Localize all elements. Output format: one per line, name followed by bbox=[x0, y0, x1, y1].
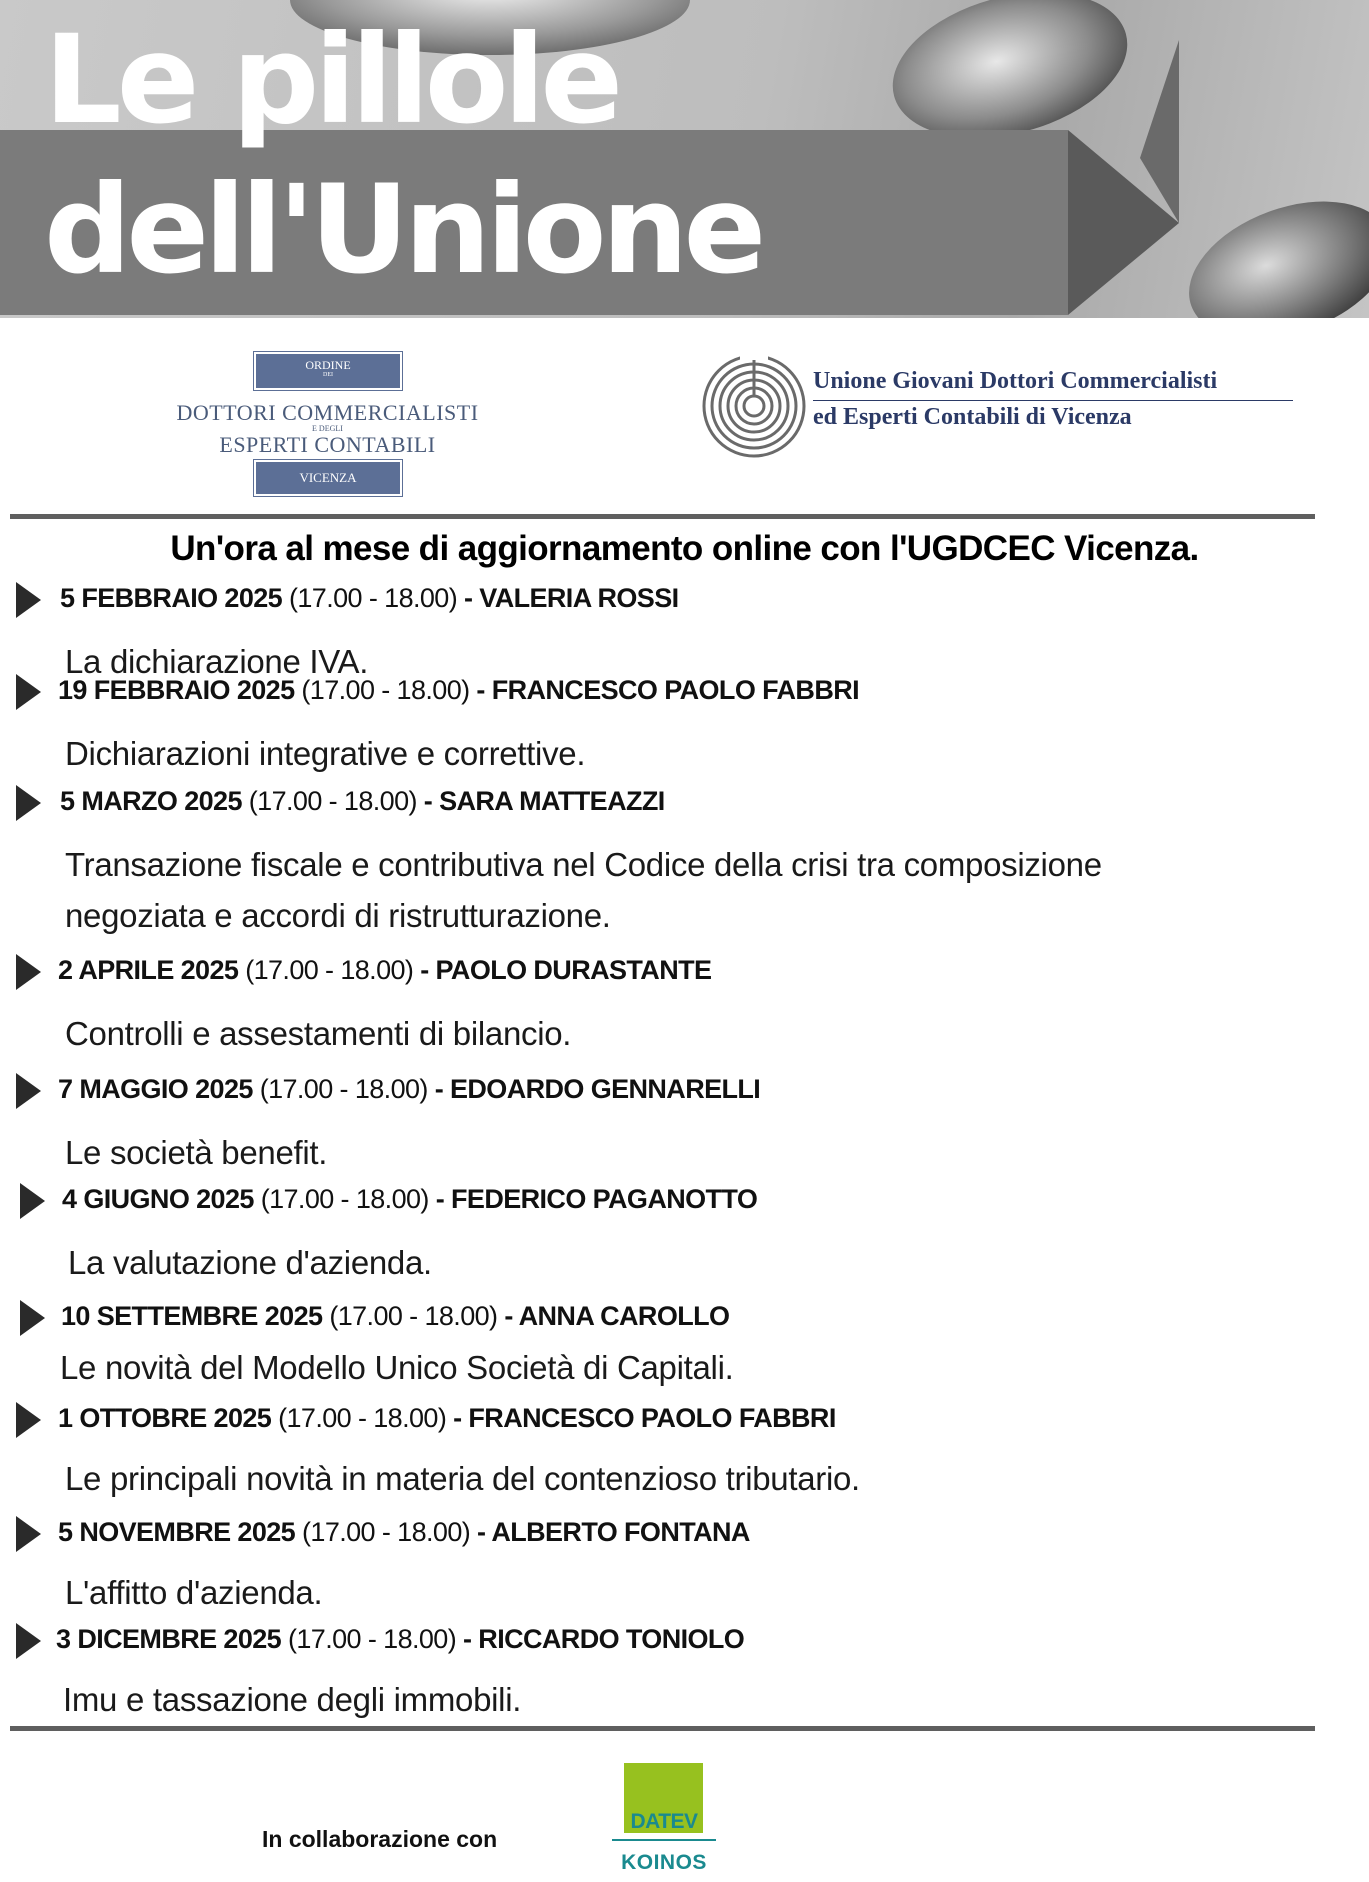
triangle-bullet-icon bbox=[18, 1181, 46, 1221]
event-speaker: - SARA MATTEAZZI bbox=[423, 786, 665, 816]
event-time: (17.00 - 18.00) bbox=[288, 1624, 457, 1654]
ordine-top-label: ORDINE bbox=[305, 358, 351, 372]
ugdcec-name-line-2: ed Esperti Contabili di Vicenza bbox=[813, 404, 1132, 430]
event-date: 19 FEBBRAIO 2025 bbox=[58, 675, 295, 705]
triangle-bullet-icon bbox=[14, 1400, 42, 1440]
event-header bbox=[60, 786, 665, 817]
headline: Un'ora al mese di aggiornamento online con l'UGDCEC Vicenza. bbox=[170, 529, 1199, 568]
datev-logo-word: DATEV bbox=[630, 1810, 698, 1833]
event-header bbox=[58, 675, 859, 706]
event-speaker: - FRANCESCO PAOLO FABBRI bbox=[453, 1403, 836, 1433]
event-description: Le società benefit. bbox=[65, 1134, 328, 1171]
event-time: (17.00 - 18.00) bbox=[329, 1301, 498, 1331]
event-time: (17.00 - 18.00) bbox=[248, 786, 417, 816]
triangle-bullet-icon bbox=[14, 580, 42, 620]
title-line-2: dell'Unione bbox=[44, 159, 762, 301]
event-date: 5 NOVEMBRE 2025 bbox=[58, 1517, 296, 1547]
event-time: (17.00 - 18.00) bbox=[302, 1517, 471, 1547]
ordine-line-2: ESPERTI CONTABILI bbox=[219, 432, 436, 457]
triangle-bullet-icon bbox=[14, 1621, 42, 1661]
event-date: 3 DICEMBRE 2025 bbox=[56, 1624, 282, 1654]
triangle-bullet-icon bbox=[14, 672, 42, 712]
ugdcec-name-line-1: Unione Giovani Dottori Commercialisti bbox=[813, 368, 1218, 394]
event-description: L'affitto d'azienda. bbox=[65, 1574, 323, 1611]
triangle-bullet-icon bbox=[14, 783, 42, 823]
event-description: Le novità del Modello Unico Società di Capitali. bbox=[60, 1349, 734, 1386]
ordine-line-1: DOTTORI COMMERCIALISTI bbox=[176, 400, 479, 425]
event-speaker: - FRANCESCO PAOLO FABBRI bbox=[476, 675, 860, 705]
ordine-logo bbox=[175, 350, 480, 498]
event-header bbox=[58, 955, 711, 986]
event-time: (17.00 - 18.00) bbox=[259, 1074, 428, 1104]
ordine-logo-top-box bbox=[254, 352, 402, 390]
event-speaker: - VALERIA ROSSI bbox=[464, 583, 679, 613]
triangle-bullet-icon bbox=[14, 1071, 42, 1111]
event-description: La valutazione d'azienda. bbox=[68, 1244, 432, 1281]
event-speaker: - ANNA CAROLLO bbox=[504, 1301, 730, 1331]
event-description-line-2: negoziata e accordi di ristrutturazione. bbox=[65, 897, 611, 934]
header-banner bbox=[0, 0, 1369, 318]
event-header bbox=[61, 1301, 729, 1332]
event-time: (17.00 - 18.00) bbox=[260, 1184, 429, 1214]
event-header bbox=[62, 1184, 757, 1215]
event-date: 1 OTTOBRE 2025 bbox=[58, 1403, 272, 1433]
event-header bbox=[56, 1624, 744, 1655]
event-speaker: - ALBERTO FONTANA bbox=[477, 1517, 750, 1547]
event-date: 5 MARZO 2025 bbox=[60, 786, 242, 816]
bottom-divider bbox=[10, 1726, 1315, 1731]
event-description: Controlli e assestamenti di bilancio. bbox=[65, 1015, 572, 1052]
event-header bbox=[58, 1517, 750, 1548]
event-description: La dichiarazione IVA. bbox=[65, 643, 369, 680]
band-arrow-shape bbox=[1068, 40, 1183, 315]
collaboration-label: In collaborazione con bbox=[262, 1826, 498, 1852]
event-description: Dichiarazioni integrative e correttive. bbox=[65, 735, 586, 772]
datev-logo-rule bbox=[612, 1839, 716, 1841]
event-time: (17.00 - 18.00) bbox=[278, 1403, 447, 1433]
event-time: (17.00 - 18.00) bbox=[245, 955, 414, 985]
event-description: Imu e tassazione degli immobili. bbox=[63, 1681, 522, 1718]
triangle-bullet-icon bbox=[14, 1514, 42, 1554]
ordine-city: VICENZA bbox=[254, 460, 402, 496]
event-time: (17.00 - 18.00) bbox=[289, 583, 458, 613]
pill-image-right-bottom bbox=[1180, 200, 1369, 318]
event-time: (17.00 - 18.00) bbox=[301, 675, 470, 705]
triangle-bullet-icon bbox=[14, 952, 42, 992]
event-description-line-1: Transazione fiscale e contributiva nel Codice della crisi tra composizione bbox=[65, 846, 1102, 883]
title-line-1: Le pillole bbox=[44, 9, 619, 151]
event-header bbox=[60, 583, 679, 614]
event-header bbox=[58, 1403, 836, 1434]
triangle-bullet-icon bbox=[18, 1298, 46, 1338]
koinos-logo-word: KOINOS bbox=[621, 1851, 707, 1874]
labyrinth-emblem-icon bbox=[700, 348, 808, 460]
event-header bbox=[58, 1074, 760, 1105]
event-speaker: - RICCARDO TONIOLO bbox=[463, 1624, 745, 1654]
ugdcec-logo bbox=[700, 346, 1300, 466]
event-date: 2 APRILE 2025 bbox=[58, 955, 239, 985]
event-speaker: - EDOARDO GENNARELLI bbox=[434, 1074, 761, 1104]
ordine-top-small: DEI bbox=[323, 372, 333, 378]
ordine-small-text: E DEGLI bbox=[312, 424, 343, 433]
event-date: 4 GIUGNO 2025 bbox=[62, 1184, 254, 1214]
event-description: Le principali novità in materia del contenzioso tributario. bbox=[65, 1460, 860, 1497]
event-speaker: - PAOLO DURASTANTE bbox=[420, 955, 712, 985]
event-date: 7 MAGGIO 2025 bbox=[58, 1074, 253, 1104]
top-divider bbox=[10, 514, 1315, 519]
event-date: 5 FEBBRAIO 2025 bbox=[60, 583, 283, 613]
event-speaker: - FEDERICO PAGANOTTO bbox=[435, 1184, 758, 1214]
ugdcec-divider bbox=[813, 400, 1293, 401]
event-date: 10 SETTEMBRE 2025 bbox=[61, 1301, 323, 1331]
